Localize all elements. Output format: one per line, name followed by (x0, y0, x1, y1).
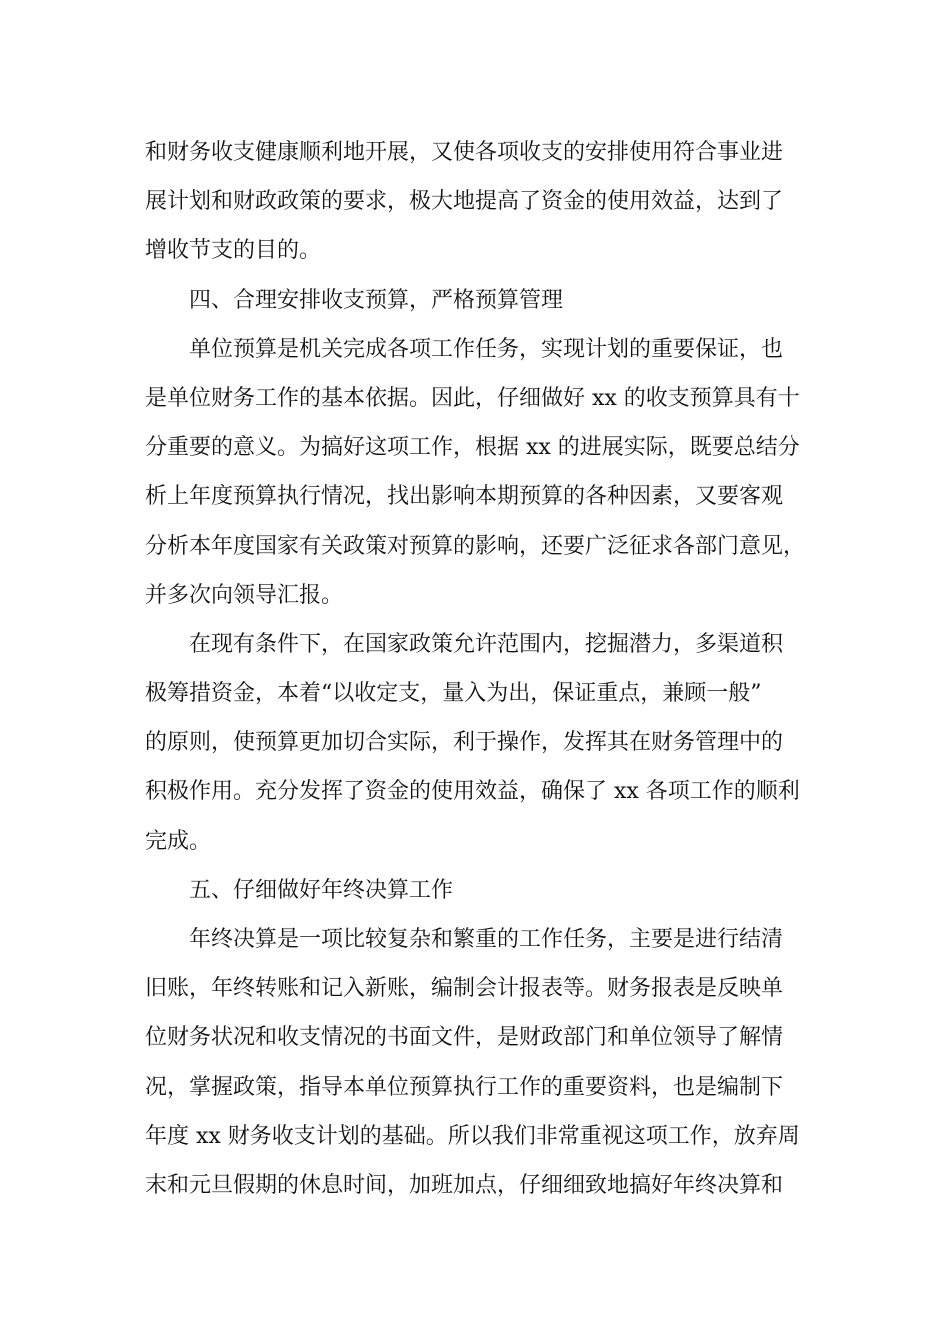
text-line: 四、合理安排收支预算，严格预算管理 (189, 287, 564, 313)
text-line: 完成。 (145, 828, 212, 854)
text-line: 是单位财务工作的基本依据。因此，仔细做好 xx 的收支预算具有十 (145, 385, 800, 411)
text-line: 旧账，年终转账和记入新账，编制会计报表等。财务报表是反映单 (145, 976, 784, 1002)
text-line: 积极作用。充分发挥了资金的使用效益，确保了 xx 各项工作的顺利 (145, 779, 800, 805)
text-line: 增收节支的目的。 (145, 238, 322, 264)
text-line: 末和元旦假期的休息时间，加班加点，仔细细致地搞好年终决算和 (145, 1172, 784, 1198)
text-line: 展计划和财政政策的要求，极大地提高了资金的使用效益，达到了 (145, 189, 784, 215)
text-line: 的原则，使预算更加切合实际，利于操作，发挥其在财务管理中的 (145, 730, 784, 756)
text-line: 年度 xx 财务收支计划的基础。所以我们非常重视这项工作，放弃周 (145, 1123, 800, 1149)
text-line: 和财务收支健康顺利地开展，又使各项收支的安排使用符合事业进 (145, 140, 784, 165)
text-line: 分析本年度国家有关政策对预算的影响，还要广泛征求各部门意见， (145, 533, 806, 559)
text-line: 并多次向领导汇报。 (145, 582, 344, 608)
document-body-text (145, 128, 825, 1210)
text-line: 在现有条件下，在国家政策允许范围内，挖掘潜力，多渠道积 (189, 631, 784, 657)
text-line: 单位预算是机关完成各项工作任务，实现计划的重要保证，也 (189, 336, 784, 362)
text-line: 五、仔细做好年终决算工作 (189, 877, 454, 903)
text-line: 年终决算是一项比较复杂和繁重的工作任务，主要是进行结清 (189, 927, 784, 952)
text-line: 析上年度预算执行情况，找出影响本期预算的各种因素，又要客观 (145, 484, 784, 510)
text-line: 分重要的意义。为搞好这项工作，根据 xx 的进展实际，既要总结分 (145, 435, 800, 461)
text-line: 极筹措资金，本着“以收定支，量入为出，保证重点，兼顾一般” (145, 681, 762, 707)
text-line: 况，掌握政策，指导本单位预算执行工作的重要资料，也是编制下 (145, 1074, 784, 1100)
text-line: 位财务状况和收支情况的书面文件，是财政部门和单位领导了解情 (145, 1025, 784, 1051)
